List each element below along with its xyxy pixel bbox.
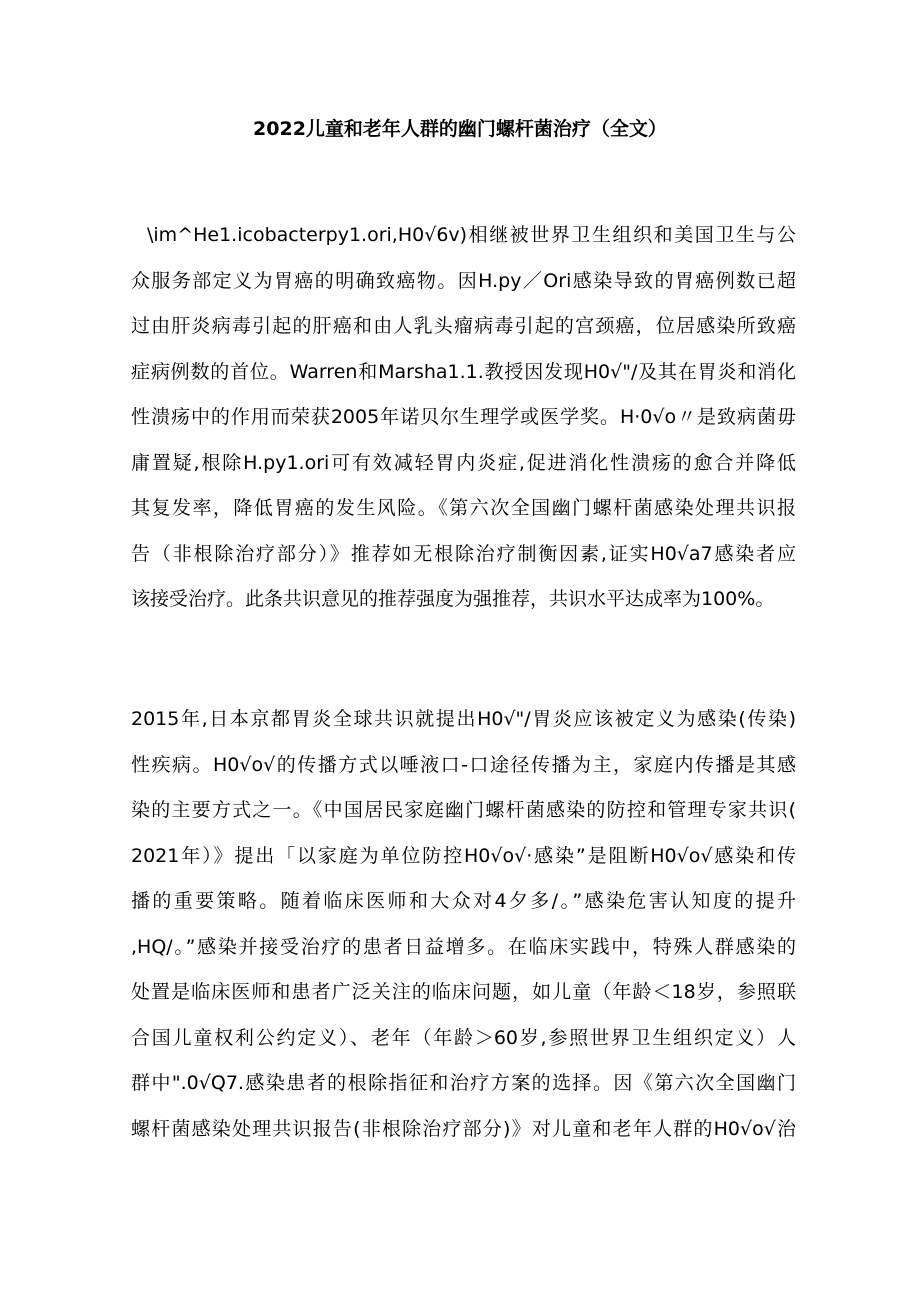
text-line: 处置是临床医师和患者广泛关注的临床问题，如儿童（年龄＜18岁，参照联 (131, 981, 796, 1003)
text-line: \im^He1.icobacterpy1.ori,H0√6v)相继被世界卫生组织和美国卫生与公 (147, 224, 796, 246)
text-line: 过由肝炎病毒引起的肝癌和由人乳头瘤病毒引起的宫颈癌，位居感染所致癌 (131, 315, 796, 337)
text-line: 性疾病。H0√o√的传播方式以唾液口-口途径传播为主，家庭内传播是其感 (131, 753, 796, 776)
document-title: 2022儿童和老年人群的幽门螺杆菌治疗（全文） (253, 118, 667, 140)
text-line: 播的重要策略。随着临床医师和大众对4夕多/。”感染危害认知度的提升 (131, 890, 796, 912)
text-line: 众服务部定义为胃癌的明确致癌物。因H.py／Ori感染导致的胃癌例数已超 (131, 269, 796, 292)
text-line: 合国儿童权利公约定义）、老年（年龄＞60岁,参照世界卫生组织定义）人 (131, 1026, 796, 1049)
text-line: 2015年,日本京都胃炎全球共识就提出H0√"/胃炎应该被定义为感染(传染) (131, 708, 796, 730)
paragraph-1 (131, 218, 796, 628)
text-line: 其复发率，降低胃癌的发生风险。《第六次全国幽门螺杆菌感染处理共识报 (131, 497, 796, 519)
paragraph-2 (131, 702, 796, 1157)
text-line: 群中".0√Q7.感染患者的根除指征和治疗方案的选择。因《第六次全国幽门 (131, 1072, 796, 1094)
text-line: 症病例数的首位。Warren和Marsha1.1.教授因发现H0√"/及其在胃炎和消化 (131, 360, 796, 383)
text-line: 庸置疑,根除H.py1.ori可有效减轻胃内炎症,促进消化性溃疡的愈合并降低 (131, 451, 796, 474)
text-line: 性溃疡中的作用而荣获2005年诺贝尔生理学或医学奖。H·0√o〃是致病菌毋 (131, 406, 796, 428)
text-line: 螺杆菌感染处理共识报告(非根除治疗部分)》对儿童和老年人群的H0√o√治 (131, 1117, 796, 1140)
text-line: 告（非根除治疗部分）》推荐如无根除治疗制衡因素,证实H0√a7感染者应 (131, 542, 796, 565)
text-line: 该接受治疗。此条共识意见的推荐强度为强推荐，共识水平达成率为100%。 (131, 588, 775, 610)
text-line: 2021年）》提出「以家庭为单位防控H0√o√·感染”是阻断H0√o√感染和传 (131, 844, 796, 867)
text-line: 染的主要方式之一。《中国居民家庭幽门螺杆菌感染的防控和管理专家共识( (131, 799, 796, 821)
text-line: ,HQ/。”感染并接受治疗的患者日益增多。在临床实践中，特殊人群感染的 (131, 935, 796, 958)
